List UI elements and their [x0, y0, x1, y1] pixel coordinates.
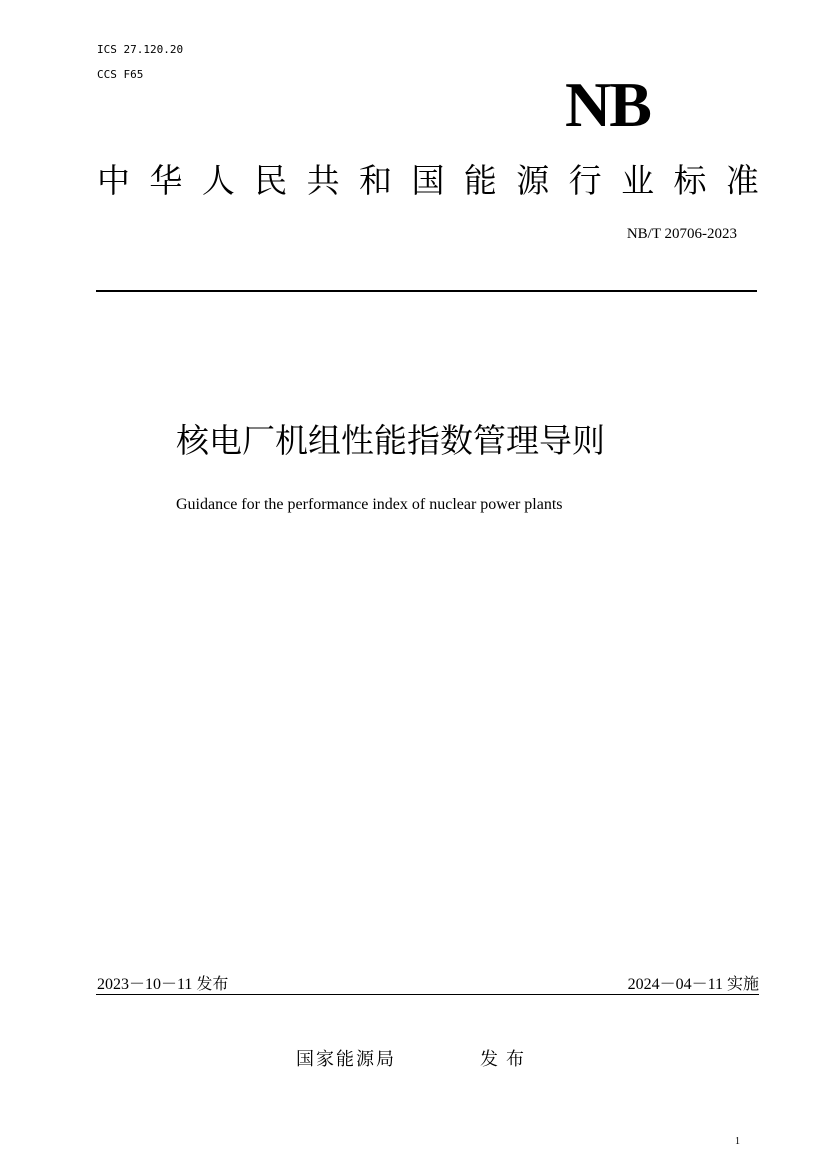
authority-char: 和 [359, 161, 393, 200]
authority-char: 中 [97, 161, 130, 200]
authority-char: 华 [149, 161, 183, 200]
authority-char: 准 [725, 161, 759, 200]
issuing-authority: 国家能源局 [296, 1049, 396, 1070]
ics-code: ICS 27.120.20 [97, 43, 184, 56]
nb-logo: NB [565, 69, 650, 140]
document-title-english: Guidance for the performance index of nuclear power plants [176, 496, 563, 513]
standard-number: NB/T 20706-2023 [626, 226, 737, 242]
standard-authority-title [97, 161, 759, 201]
authority-char: 共 [306, 161, 340, 200]
ccs-code: CCS F65 [97, 68, 144, 81]
authority-char: 国 [411, 161, 445, 200]
authority-char: 源 [516, 161, 550, 200]
authority-char: 民 [254, 161, 288, 200]
issue-label: 发布 [480, 1049, 532, 1070]
document-title-chinese: 核电厂机组性能指数管理导则 [176, 421, 605, 460]
publish-date: 2023－10－11 发布 [97, 976, 229, 993]
authority-char: 能 [463, 161, 497, 200]
header-divider [96, 290, 757, 292]
authority-char: 业 [621, 161, 655, 200]
authority-char: 行 [568, 161, 602, 200]
page-number: 1 [735, 1136, 740, 1147]
effective-date: 2024－04－11 实施 [627, 976, 759, 993]
date-divider [96, 994, 759, 995]
authority-char: 标 [673, 161, 707, 200]
authority-char: 人 [201, 161, 235, 200]
